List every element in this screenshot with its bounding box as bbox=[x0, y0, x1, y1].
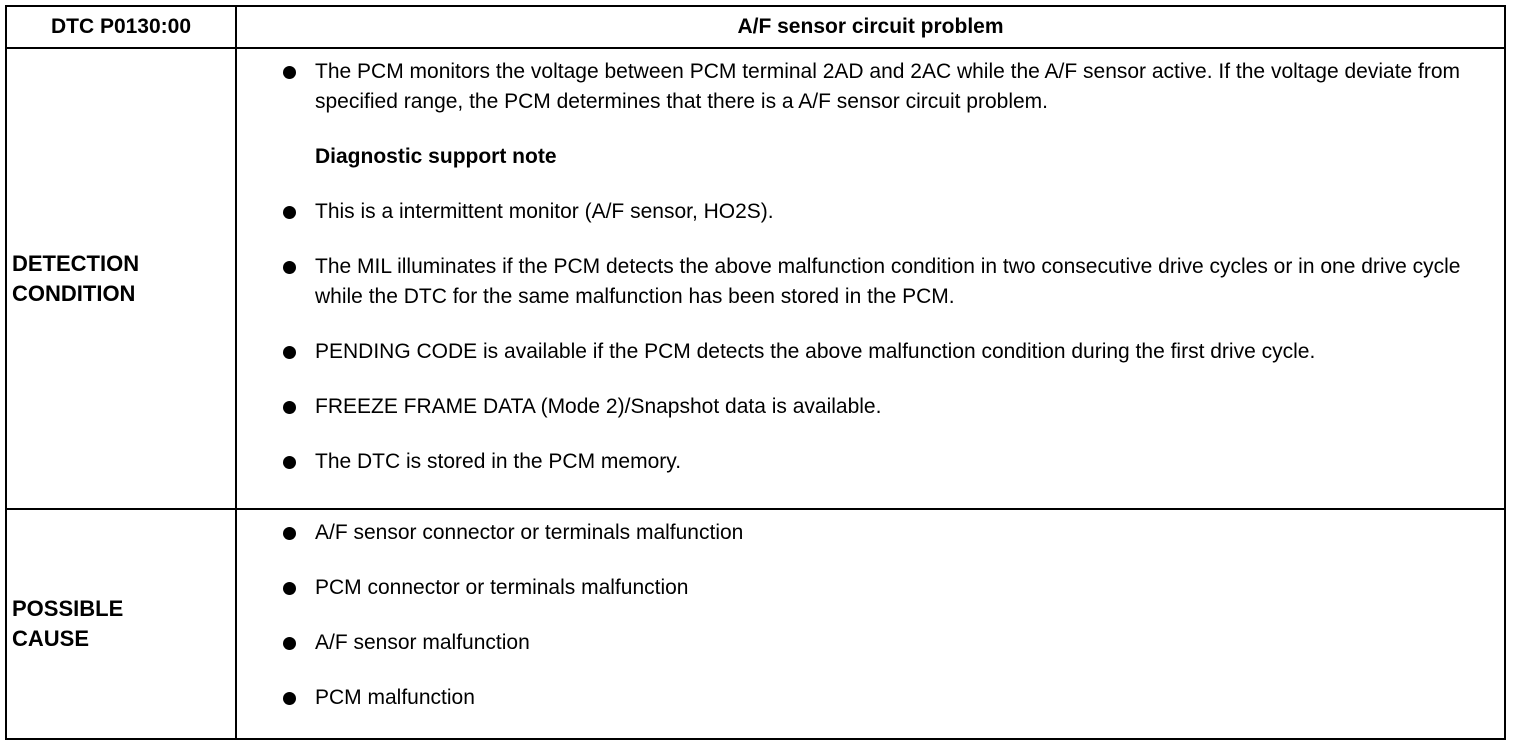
item-text: FREEZE FRAME DATA (Mode 2)/Snapshot data is available. bbox=[315, 395, 882, 418]
bullet-icon bbox=[283, 527, 296, 540]
detection-label-line1: DETECTION bbox=[12, 250, 140, 276]
item-text: PCM malfunction bbox=[315, 686, 475, 709]
item-text: A/F sensor connector or terminals malfunction bbox=[315, 521, 744, 544]
list-item bbox=[237, 447, 1494, 477]
list-item bbox=[237, 573, 1494, 603]
detection-row bbox=[6, 48, 1505, 509]
item-text: Diagnostic support note bbox=[315, 145, 557, 168]
list-item bbox=[237, 337, 1494, 367]
header-row bbox=[6, 6, 1505, 48]
bullet-icon bbox=[283, 456, 296, 469]
list-item bbox=[237, 57, 1494, 117]
possible-cause-list bbox=[237, 518, 1494, 713]
item-text: This is a intermittent monitor (A/F sensor, HO2S). bbox=[315, 200, 774, 223]
possible-cause-label-line1: POSSIBLE bbox=[12, 596, 124, 621]
item-text: A/F sensor malfunction bbox=[315, 631, 530, 654]
detection-label-line2: CONDITION bbox=[12, 280, 136, 306]
bullet-icon bbox=[283, 582, 296, 595]
list-item bbox=[237, 392, 1494, 422]
possible-cause-content bbox=[236, 509, 1505, 739]
dtc-table bbox=[5, 5, 1506, 740]
item-text: The DTC is stored in the PCM memory. bbox=[315, 450, 682, 473]
bullet-icon bbox=[283, 261, 296, 274]
support-note-heading bbox=[237, 142, 1494, 172]
list-item bbox=[237, 518, 1494, 548]
bullet-icon bbox=[283, 206, 296, 219]
detection-content bbox=[236, 48, 1505, 509]
list-item bbox=[237, 252, 1494, 312]
detection-list bbox=[237, 57, 1494, 477]
item-text: PENDING CODE is available if the PCM detects the above malfunction condition during the first drive cycle. bbox=[315, 340, 1316, 363]
item-text: The PCM monitors the voltage between PCM terminal 2AD and 2AC while the A/F sensor active. If the voltage deviate from specified range, the PCM determines that there is a A/F sensor circuit problem. bbox=[315, 60, 1461, 113]
dtc-code: DTC P0130:00 bbox=[6, 6, 236, 48]
bullet-icon bbox=[283, 692, 296, 705]
dtc-title: A/F sensor circuit problem bbox=[236, 6, 1505, 48]
list-item bbox=[237, 683, 1494, 713]
list-item bbox=[237, 197, 1494, 227]
item-text: The MIL illuminates if the PCM detects the above malfunction condition in two consecutive drive cycles or in one drive cycle while the DTC for the same malfunction has been stored in the PCM. bbox=[315, 255, 1461, 308]
list-item bbox=[237, 628, 1494, 658]
bullet-icon bbox=[283, 346, 296, 359]
possible-cause-row bbox=[6, 509, 1505, 739]
bullet-icon bbox=[283, 66, 296, 79]
item-text: PCM connector or terminals malfunction bbox=[315, 576, 689, 599]
possible-cause-label-line2: CAUSE bbox=[12, 626, 90, 651]
bullet-icon bbox=[283, 637, 296, 650]
possible-cause-label bbox=[6, 509, 236, 739]
detection-label bbox=[6, 48, 236, 509]
bullet-icon bbox=[283, 401, 296, 414]
